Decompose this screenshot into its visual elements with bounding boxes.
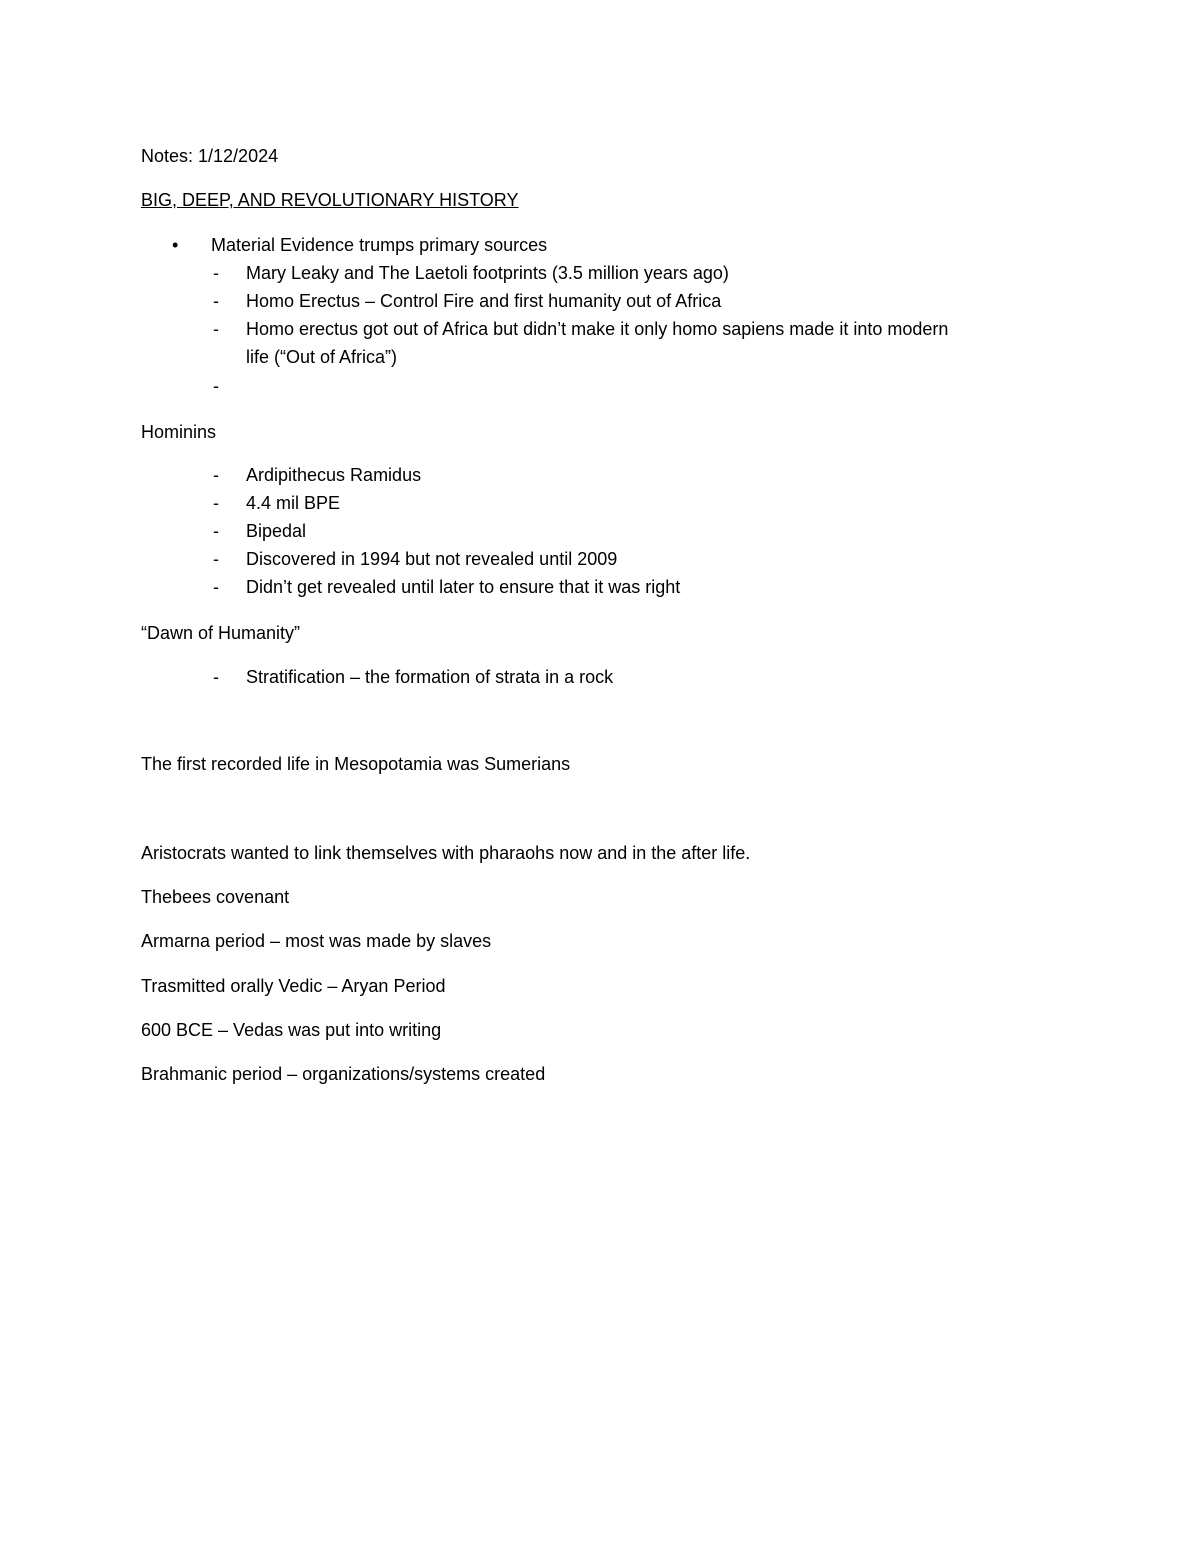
paragraph: Brahmanic period – organizations/systems created <box>141 1064 546 1084</box>
dash-icon: - <box>213 549 219 569</box>
dash-item-text: 4.4 mil BPE <box>246 493 341 513</box>
dash-item-text: Ardipithecus Ramidus <box>246 465 422 485</box>
dash-item-text: Didn’t get revealed until later to ensure that it was right <box>246 577 681 597</box>
dash-icon: - <box>213 493 219 513</box>
section-heading-dawn: “Dawn of Humanity” <box>141 623 301 643</box>
dash-icon: - <box>213 521 219 541</box>
dash-item-text: life (“Out of Africa”) <box>246 347 398 367</box>
dash-icon: - <box>213 263 219 283</box>
bullet-text: Material Evidence trumps primary sources <box>211 235 548 255</box>
dash-item-text: Mary Leaky and The Laetoli footprints (3.5 million years ago) <box>246 263 729 283</box>
dash-icon: - <box>213 291 219 311</box>
paragraph: Armarna period – most was made by slaves <box>141 931 492 951</box>
dash-item-text: Homo erectus got out of Africa but didn’t make it only homo sapiens made it into modern <box>246 319 949 339</box>
paragraph: Thebees covenant <box>141 887 290 907</box>
section-heading-hominins: Hominins <box>141 422 217 442</box>
dash-icon: - <box>213 319 219 339</box>
dash-icon: - <box>213 376 219 396</box>
dash-item-text: Bipedal <box>246 521 307 541</box>
paragraph: Aristocrats wanted to link themselves with pharaohs now and in the after life. <box>141 843 751 863</box>
dash-item-text: Homo Erectus – Control Fire and first humanity out of Africa <box>246 291 722 311</box>
paragraph: Trasmitted orally Vedic – Aryan Period <box>141 976 446 996</box>
dash-icon: - <box>213 667 219 687</box>
notes-date: Notes: 1/12/2024 <box>141 146 279 166</box>
dash-icon: - <box>213 577 219 597</box>
dash-item-text: Stratification – the formation of strata in a rock <box>246 667 614 687</box>
document-title: BIG, DEEP, AND REVOLUTIONARY HISTORY <box>141 190 519 210</box>
paragraph: The first recorded life in Mesopotamia was Sumerians <box>141 754 571 774</box>
paragraph: 600 BCE – Vedas was put into writing <box>141 1020 442 1040</box>
dash-icon: - <box>213 465 219 485</box>
dash-item-text: Discovered in 1994 but not revealed until 2009 <box>246 549 618 569</box>
bullet-icon: • <box>172 235 179 255</box>
